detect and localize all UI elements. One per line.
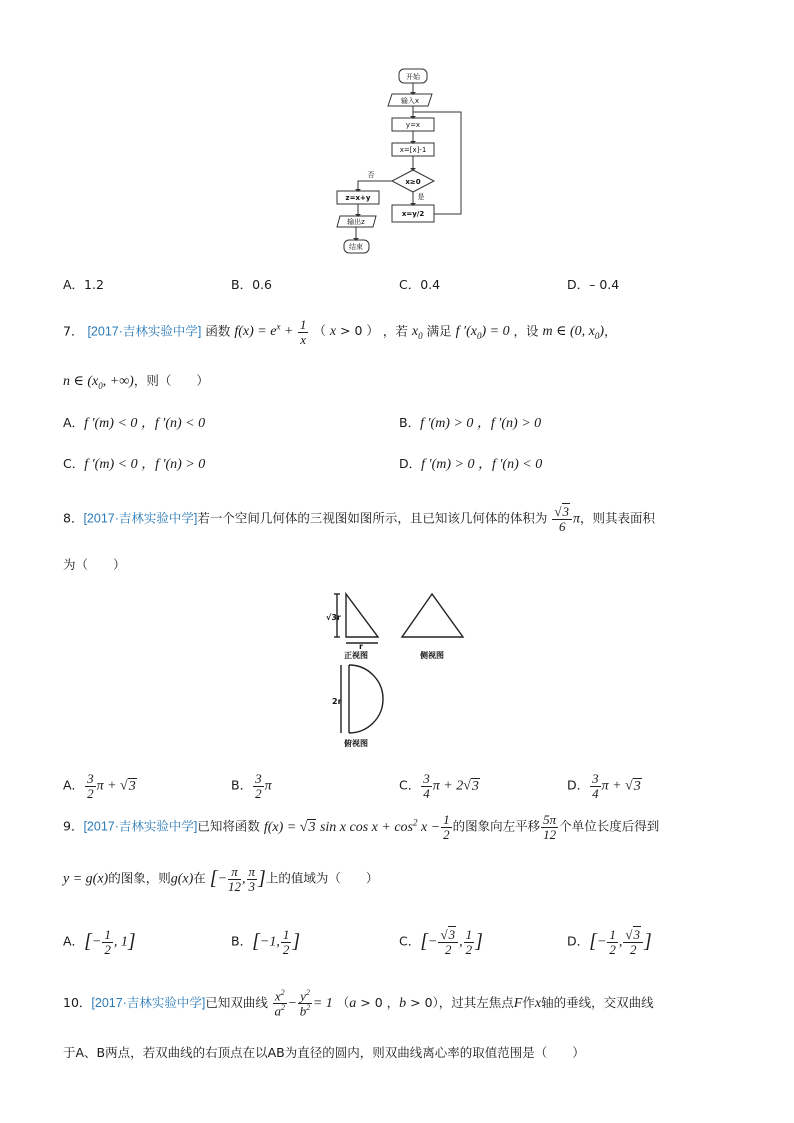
- q10-number: 10．: [63, 994, 92, 1010]
- q8-text: 若一个空间几何体的三视图如图所示，且已知该几何体的体积为: [197, 510, 548, 526]
- q9-line2: y = g(x)的图象，则g(x)在 [− $\frac{\pi}{12}$ , $\frac{\pi}{3}$ ]上的值域为（ ）: [63, 864, 379, 894]
- q6-option-c: C．0.4: [399, 277, 441, 292]
- no-label: 否: [367, 171, 375, 179]
- end-label: 结束: [349, 243, 363, 251]
- q8-line2: 为（ ）: [63, 557, 126, 572]
- q10-line2: 于A、B两点，若双曲线的右顶点在以AB为直径的圆内，则双曲线离心率的取值范围是（ ）: [63, 1045, 585, 1060]
- q8-option-b: B． $\frac{3}{2}$ π: [231, 771, 272, 801]
- q7-option-a: A．f ′(m) < 0 ，f ′(n) < 0: [63, 415, 206, 431]
- q7-number: 7．: [63, 323, 84, 339]
- q9-option-b: B．[−1, $\frac{1}{2}$ ]: [231, 927, 301, 957]
- yes-label: 是: [417, 193, 425, 201]
- output-label: 输出z: [347, 218, 365, 226]
- assign-y-label: y=x: [405, 121, 421, 129]
- q9-option-d: D．[− $\frac{1}{2}$ , $\frac{√3}{2}$ ]: [567, 927, 652, 957]
- q9-number: 9．: [63, 818, 84, 834]
- q10-text-b: ，过其左焦点: [438, 994, 514, 1010]
- q7-function-def: $f(x) = e^x$ + $\frac{1}{x}$: [234, 317, 307, 347]
- q7-line2-end: ，则（ ）: [133, 373, 209, 388]
- q8-option-a: A． $\frac{3}{2}$ π + √3: [63, 771, 136, 801]
- q7-source-tag: [2017·吉林实验中学]: [87, 324, 202, 339]
- assign-half-label: x=y/2: [401, 210, 425, 218]
- svg-text:√3r: √3r: [326, 613, 341, 622]
- q8-line1: 8．[2017·吉林实验中学]若一个空间几何体的三视图如图所示，且已知该几何体的体积为 $\frac{√3}{6}$ π，则其表面积: [63, 504, 656, 534]
- q10-text-c: 作: [522, 994, 535, 1010]
- svg-text:r: r: [359, 642, 363, 651]
- q6-option-d: D．– 0.4: [567, 277, 620, 292]
- front-view-shape: [346, 594, 378, 637]
- side-view-label: 侧视图: [420, 651, 444, 660]
- flowchart: [330, 64, 470, 259]
- q7-option-b: B．f ′(m) > 0 ，f ′(n) > 0: [399, 415, 542, 431]
- q8-option-c: C． $\frac{3}{4}$ π + 2√3: [399, 771, 479, 801]
- q9-source-tag: [2017·吉林实验中学]: [83, 819, 198, 834]
- q9-text-b: 的图象向左平移: [452, 818, 541, 834]
- q10-line1: 10．[2017·吉林实验中学]已知双曲线 $\frac{x^2}{a^2}$ − $\frac{y^2}{b^2}$ = 1 （a > 0 ，b > 0），过其左焦点F作x轴的垂线，交双曲线: [63, 988, 654, 1019]
- q8-text-end: ，则其表面积: [580, 510, 656, 526]
- q9-text-a: 已知将函数: [197, 818, 260, 834]
- q10-text-d: 轴的垂线，交双曲线: [541, 994, 654, 1010]
- q9-option-c: C．[− $\frac{√3}{2}$ , $\frac{1}{2}$ ]: [399, 927, 483, 957]
- q9-text-f: 上的值域为（ ）: [265, 870, 379, 886]
- q9-text-e: 在: [193, 870, 206, 886]
- top-view-shape: [349, 665, 383, 733]
- three-views-figure: [320, 590, 470, 750]
- q7-line2: n ∈ ($x_0$, +∞)，则（ ）: [63, 373, 209, 391]
- front-view-label: 正视图: [344, 651, 368, 660]
- start-label: 开始: [406, 73, 420, 81]
- q8-source-tag: [2017·吉林实验中学]: [83, 511, 198, 526]
- side-view-shape: [402, 594, 463, 637]
- q10-text-a: 已知双曲线: [205, 994, 268, 1010]
- q7-option-c: C．f ′(m) < 0 ，f ′(n) > 0: [63, 456, 206, 472]
- q8-number: 8．: [63, 510, 84, 526]
- top-view-label: 俯视图: [344, 739, 368, 748]
- q10-source-tag: [2017·吉林实验中学]: [91, 995, 206, 1010]
- q7-text-b: ，若: [382, 323, 408, 339]
- input-label: 输入x: [400, 97, 420, 105]
- assign-z-label: z=x+y: [345, 194, 371, 202]
- q7-option-d: D．f ′(m) > 0 ，f ′(n) < 0: [399, 456, 543, 472]
- q8-option-d: D． $\frac{3}{4}$ π + √3: [567, 771, 641, 801]
- svg-text:2r: 2r: [332, 697, 342, 706]
- q9-line1: 9．[2017·吉林实验中学]已知将函数 f(x) = √3 sin x $\cos x + \cos^2 x$ − $\frac{1}{2}$ 的图象向左平移 $\frac{5\pi}{12}$ 个单位长度后得到: [63, 812, 660, 842]
- q9-text-c: 个单位长度后得到: [559, 818, 660, 834]
- q7-text-d: ，设: [513, 323, 539, 339]
- q7-line1: 7． [2017·吉林实验中学] 函数 $f(x) = e^x$ + $\frac{1}{x}$ （ x > 0 ） ，若 $x_0$ 满足 f $'(x_0) = 0$ ，设 m ∈ (0, $x_0$)，: [63, 317, 617, 347]
- q6-option-a: A．1.2: [63, 277, 104, 292]
- q7-text-a: 函数: [205, 323, 231, 339]
- q9-option-a: A．[− $\frac{1}{2}$ , 1]: [63, 927, 136, 957]
- q6-option-b: B．0.6: [231, 277, 272, 292]
- q7-text-c: 满足: [426, 323, 452, 339]
- assign-x-label: x=[x]-1: [399, 146, 427, 154]
- q9-text-d: 的图象，则: [108, 870, 171, 886]
- cond-label: x≥0: [405, 178, 421, 186]
